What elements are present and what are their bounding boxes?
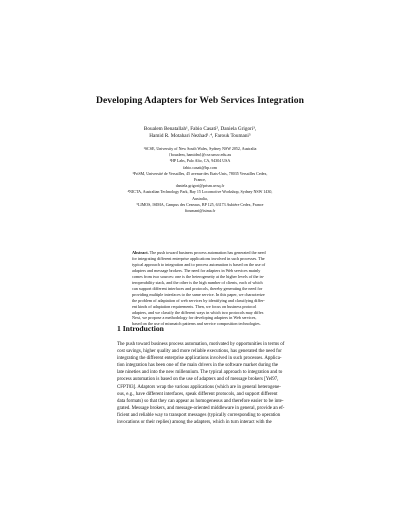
body-line: tion integration has been one of the main drivers in the software market during the xyxy=(117,363,279,369)
abstract-line: adapters and message brokers. The need for adapters in Web services mainly xyxy=(132,267,261,273)
author-line: Boualem Benatallah¹, Fabio Casati², Daniela Grigori³, xyxy=(143,126,257,132)
body-line: ous, e.g., have different interfaces, speak different protocols, and support different xyxy=(117,391,278,397)
body-line: invocations or their replies) among the adapters, which in turn interact with the xyxy=(117,420,272,426)
author-line: Hamid R. Motahari Nezhad¹˒⁴, Farouk Toumani⁵ xyxy=(149,133,251,140)
abstract-line: teroperability stack, and the other is the high number of clients, each of which xyxy=(132,279,263,285)
section-heading: 1 Introduction xyxy=(117,324,164,333)
affiliation-line: ¹SCSE, University of New South Wales, Sydney NSW 2052, Australia xyxy=(143,146,257,151)
author-list xyxy=(0,126,400,140)
affiliation-line: ⁴NICTA, Australian Technology Park, Bay 15 Locomotive Workshop, Sydney NSW 1430, xyxy=(127,189,273,195)
affiliation-list xyxy=(0,146,400,214)
body-line: process automation is based on the use of adapters and of message brokers [Yel97, xyxy=(117,377,279,383)
abstract-line: based on the use of mismatch patterns and service composition technologies. xyxy=(132,321,261,327)
abstract-line: providing multiple interfaces to the same service. In this paper, we characterize xyxy=(132,291,265,297)
abstract-label: Abstract. xyxy=(132,250,149,255)
body-line: The push toward business process automation, motivated by opportunities in terms of xyxy=(117,342,285,347)
abstract-line: for integrating different enterprise applications involved in such processes. The xyxy=(132,255,265,261)
abstract-line: typical approach to integration and to process automation is based on the use of xyxy=(132,261,266,267)
abstract-line: comes from two sources: one is the heterogeneity at the higher levels of the in- xyxy=(132,273,265,279)
affiliation-line: {boualem, hamidm}@cse.unsw.edu.au xyxy=(168,152,232,158)
affiliation-line: ⁵LIMOS, ISIMA, Campus des Cezeaux, BP 125, 63173 Aubière Cedex, France xyxy=(136,201,264,207)
abstract-line: adapters, and we classify the different ways in which two protocols may differ. xyxy=(132,309,264,315)
body-line: cost savings, higher quality and more reliable executions, has generated the need for xyxy=(117,349,282,355)
abstract-line: can support different interfaces and protocols, thereby generating the need for xyxy=(132,285,263,291)
affiliation-line: daniela.grigori@prism.uvsq.fr xyxy=(175,183,225,189)
abstract-line: ent kinds of adaptation requirements. Then, we focus on business protocol xyxy=(132,303,257,309)
body-line: grated. Message brokers, and message-oriented middleware in general, provide an ef- xyxy=(117,405,285,411)
abstract-line: the problem of adaptation of web services by identifying and classifying differ- xyxy=(132,297,265,303)
body-line: integrating the different enterprise applications involved in such processes. Applica- xyxy=(117,356,282,362)
affiliation-line: France, xyxy=(194,177,206,183)
body-text xyxy=(117,341,300,426)
body-line: late nineties and into the new millennium. The typical approach to integration and to xyxy=(117,370,283,376)
abstract-line: Next, we propose a methodology for developing adapters in Web services, xyxy=(132,315,257,321)
abstract-text: The push toward business process automation has generated the need xyxy=(148,250,266,255)
affiliation-line: fabio.casati@hp.com xyxy=(183,164,217,170)
body-line: data formats) so that they can appear as homogeneous and therefore easier to be inte- xyxy=(117,398,284,404)
affiliation-line: Australia, xyxy=(192,195,208,201)
affiliation-line: ²HP Labs, Palo Alto, CA, 94304 USA xyxy=(169,158,231,164)
abstract xyxy=(132,250,282,327)
affiliation-line: ³PriSM, Université de Versailles, 45 avenue des Etats-Unis, 78035 Versailles Cedex, xyxy=(132,170,268,176)
paper-title: Developing Adapters for Web Services Integration xyxy=(95,95,305,106)
body-line: ficient and reliable way to transport messages (typically corresponding to operation xyxy=(117,412,281,418)
affiliation-line: ftoumani@isima.fr xyxy=(184,208,216,214)
body-line: CFPT03]. Adaptors wrap the various applications (which are in general heterogene- xyxy=(117,384,281,390)
